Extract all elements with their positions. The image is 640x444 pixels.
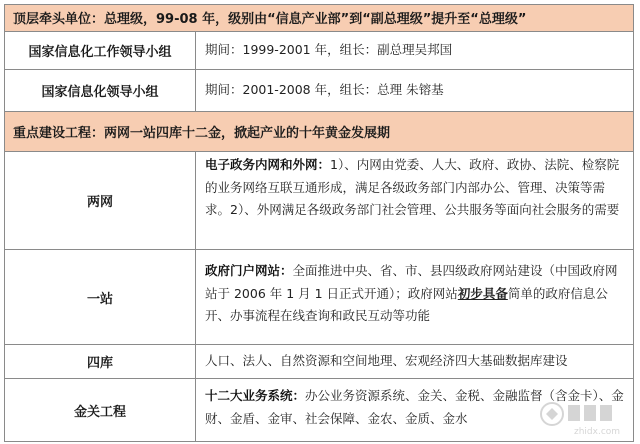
- key-golden-projects: 金关工程: [5, 379, 196, 441]
- text-golden-projects: 办公业务资源系统、金关、金税、金融监督（含金卡）、金财、金盾、金审、社会保障、金农、金质、金水: [205, 388, 624, 426]
- key-one-station: 一站: [5, 250, 196, 344]
- group-row-2: [5, 70, 633, 112]
- group-name-2: 国家信息化领导小组: [5, 70, 196, 111]
- key-four-databases: 四库: [5, 345, 196, 378]
- lead-one-station: 政府门户网站：: [205, 263, 293, 278]
- key-two-networks: 两网: [5, 152, 196, 249]
- header-row-projects: [5, 112, 633, 152]
- lead-two-networks: 电子政务内网和外网：: [205, 157, 331, 172]
- row-four-databases: [5, 345, 633, 379]
- value-one-station: [197, 250, 633, 344]
- value-four-databases: 人口、法人、自然资源和空间地理、宏观经济四大基础数据库建设: [205, 353, 568, 369]
- row-one-station: [5, 250, 633, 345]
- text-two-networks: 1）、内网由党委、人大、政府、政协、法院、检察院的业务网络互联互通形成，满足各级政务部门内部办公、管理、决策等需求。2）、外网满足各级政务部门社会管理、公共服务等面向社会服务的需要: [205, 157, 620, 217]
- text-one-station-a: 全面推进中央、省、市、县四级政府网站建设（中国政府网站于 2006 年 1 月 1 日正式开通）；政府网站: [205, 263, 618, 301]
- info-table: [4, 4, 634, 442]
- svg-text:zhidx.com: zhidx.com: [574, 427, 621, 437]
- group-row-1: [5, 32, 633, 70]
- header-row-leadership: [5, 5, 633, 32]
- group-detail-2: 期间：2001-2008 年，组长：总理 朱镕基: [205, 82, 444, 98]
- header-projects-text: 重点建设工程：两网一站四库十二金，掀起产业的十年黄金发展期: [13, 126, 391, 141]
- header-leadership-text: 顶层牵头单位：总理级，99-08 年，级别由“信息产业部”到“副总理级”提升至“总理级”: [13, 12, 527, 27]
- group-name-1: 国家信息化工作领导小组: [5, 32, 196, 69]
- emph-one-station: 初步具备: [457, 285, 508, 301]
- text-one-station-b: 简单的政府信息公开、办事流程在线查询和政民互动等功能: [205, 285, 608, 323]
- group-detail-1: 期间：1999-2001 年，组长：副总理吴邦国: [205, 42, 453, 58]
- value-two-networks: [197, 152, 633, 249]
- lead-golden-projects: 十二大业务系统：: [205, 388, 306, 403]
- watermark-logo: [538, 398, 634, 438]
- row-two-networks: [5, 152, 633, 250]
